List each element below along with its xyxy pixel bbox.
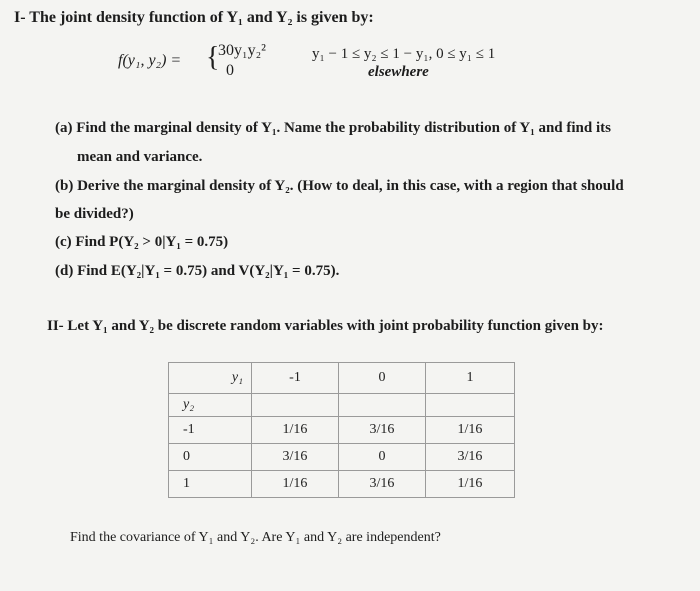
question-c: (c) Find P(Y₂ > 0|Y₁ = 0.75) bbox=[55, 234, 229, 250]
table-corner-y2: y₂ bbox=[169, 394, 252, 417]
table-cell: 3/16 bbox=[252, 444, 339, 471]
table-header-cell: 1 bbox=[426, 363, 515, 394]
table-row-label: -1 bbox=[169, 417, 252, 444]
density-case2-condition: elsewhere bbox=[368, 64, 429, 80]
part1-heading: I- The joint density function of Y₁ and Y₂ is given by: bbox=[14, 9, 374, 26]
table-cell: 1/16 bbox=[252, 417, 339, 444]
density-case1-condition: y₁ − 1 ≤ y₂ ≤ 1 − y₁, 0 ≤ y₁ ≤ 1 bbox=[312, 46, 496, 62]
joint-probability-table bbox=[168, 362, 515, 498]
table-cell: 3/16 bbox=[426, 444, 515, 471]
question-a-line1: (a) Find the marginal density of Y₁. Name the probability distribution of Y₁ and find its bbox=[55, 120, 611, 136]
table-row-label: 0 bbox=[169, 444, 252, 471]
table-corner-y1: y₁ bbox=[169, 363, 252, 394]
table-cell: 3/16 bbox=[339, 471, 426, 498]
question-a-line2: mean and variance. bbox=[77, 149, 203, 165]
density-case1-expr: 30y₁y₂² bbox=[218, 42, 266, 59]
question-b-line2: be divided?) bbox=[55, 206, 134, 222]
table-header-cell: 0 bbox=[339, 363, 426, 394]
table-header-row bbox=[169, 363, 515, 394]
density-lhs: f(y₁, y₂) = bbox=[118, 52, 182, 69]
table-cell: 3/16 bbox=[339, 417, 426, 444]
table-header-cell: -1 bbox=[252, 363, 339, 394]
part2-heading: II- Let Y₁ and Y₂ be discrete random variables with joint probability function given by: bbox=[47, 318, 604, 334]
density-case2-expr: 0 bbox=[226, 62, 234, 79]
density-brace: { bbox=[206, 42, 220, 73]
table-y2-label-row bbox=[169, 394, 515, 417]
table-cell: 1/16 bbox=[426, 417, 515, 444]
table-cell: 1/16 bbox=[252, 471, 339, 498]
question-d: (d) Find E(Y₂|Y₁ = 0.75) and V(Y₂|Y₁ = 0.75). bbox=[55, 263, 340, 279]
question-b-line1: (b) Derive the marginal density of Y₂. (How to deal, in this case, with a region that should bbox=[55, 178, 624, 194]
table-row bbox=[169, 417, 515, 444]
table-row bbox=[169, 471, 515, 498]
table-row-label: 1 bbox=[169, 471, 252, 498]
part2-question: Find the covariance of Y₁ and Y₂. Are Y₁ and Y₂ are independent? bbox=[70, 530, 441, 545]
table-cell: 1/16 bbox=[426, 471, 515, 498]
table-row bbox=[169, 444, 515, 471]
table-cell: 0 bbox=[339, 444, 426, 471]
